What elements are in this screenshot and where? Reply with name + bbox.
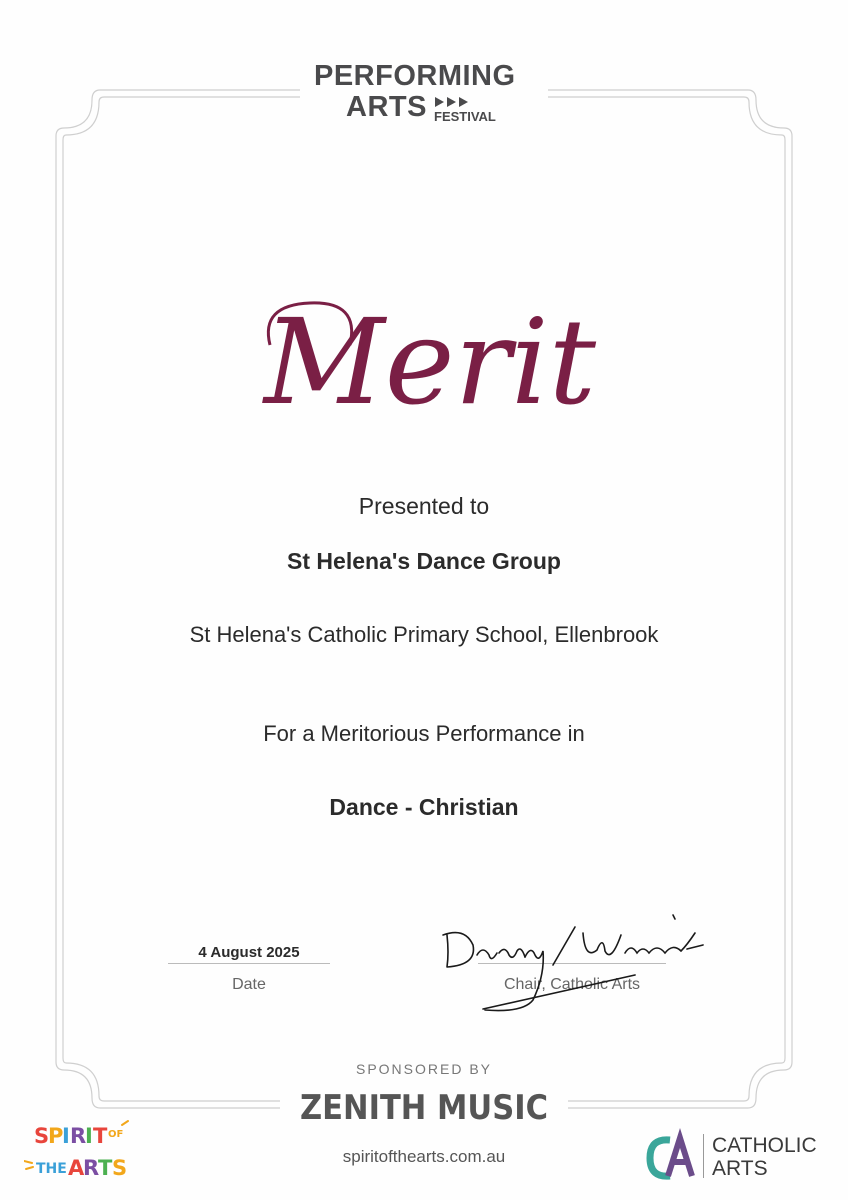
zenith-music-logo-text: ZENITH MUSIC bbox=[300, 1088, 548, 1126]
svg-text:T: T bbox=[93, 1124, 108, 1148]
presented-to-label: Presented to bbox=[358, 493, 490, 519]
performing-arts-festival-logo bbox=[314, 60, 539, 126]
website-url: spiritofthearts.com.au bbox=[342, 1147, 506, 1166]
ca-logo-divider bbox=[703, 1134, 704, 1178]
award-date: 4 August 2025 bbox=[198, 944, 300, 961]
svg-text:P: P bbox=[48, 1124, 64, 1148]
svg-text:R: R bbox=[83, 1156, 100, 1180]
svg-text:R: R bbox=[70, 1124, 87, 1148]
svg-text:I: I bbox=[85, 1124, 93, 1148]
ca-logo-line2: ARTS bbox=[712, 1157, 768, 1180]
svg-text:S: S bbox=[112, 1156, 128, 1180]
svg-text:OF: OF bbox=[108, 1129, 124, 1140]
handwritten-signature bbox=[425, 905, 715, 1015]
header-line3: FESTIVAL bbox=[434, 109, 496, 124]
date-underline bbox=[168, 963, 330, 964]
ca-logo-text bbox=[712, 1134, 817, 1180]
date-label: Date bbox=[232, 976, 266, 993]
merit-title-text: Merit bbox=[263, 293, 597, 431]
svg-text:T: T bbox=[98, 1156, 113, 1180]
svg-text:I: I bbox=[62, 1124, 70, 1148]
school-name: St Helena's Catholic Primary School, Ellenbrook bbox=[189, 622, 659, 647]
catholic-arts-logo bbox=[640, 1128, 830, 1184]
signer-title: Chair, Catholic Arts bbox=[503, 976, 641, 993]
svg-text:S: S bbox=[34, 1124, 50, 1148]
header-line2: ARTS bbox=[346, 91, 427, 123]
award-reason: For a Meritorious Performance in bbox=[263, 721, 585, 746]
ca-monogram-icon bbox=[640, 1128, 696, 1184]
spirit-of-the-arts-logo bbox=[24, 1117, 134, 1183]
performance-category: Dance - Christian bbox=[329, 794, 519, 820]
sponsored-by-label: SPONSORED BY bbox=[355, 1061, 493, 1077]
merit-title bbox=[240, 285, 620, 445]
ca-logo-line1: CATHOLIC bbox=[712, 1134, 817, 1157]
recipient-name: St Helena's Dance Group bbox=[287, 548, 561, 574]
svg-text:THE: THE bbox=[36, 1161, 67, 1177]
svg-text:A: A bbox=[68, 1156, 85, 1180]
zenith-music-logo bbox=[298, 1086, 550, 1126]
header-line1: PERFORMING bbox=[314, 60, 516, 92]
play-arrows-icon bbox=[435, 96, 471, 108]
